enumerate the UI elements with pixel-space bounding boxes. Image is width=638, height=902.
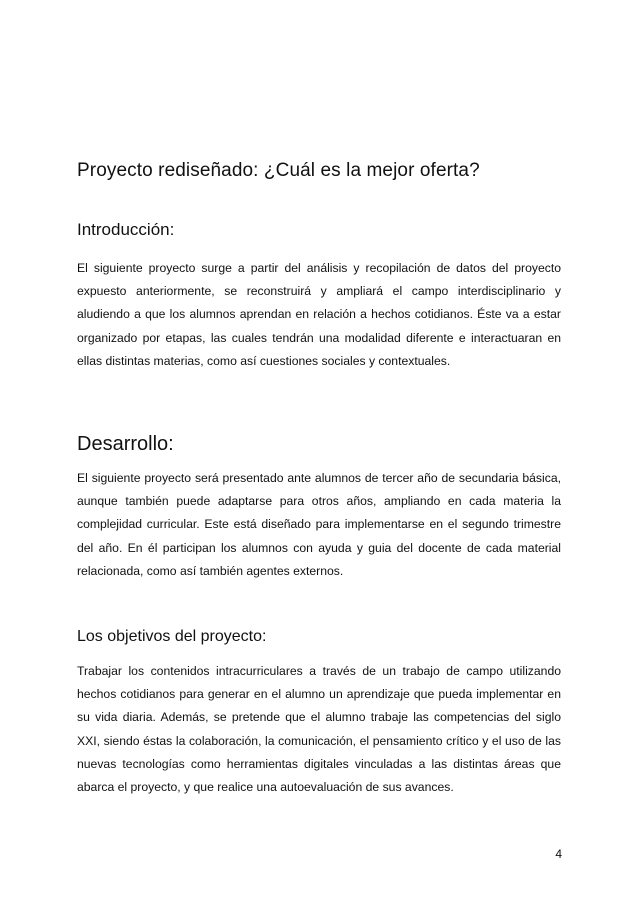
section-heading-objetivos: Los objetivos del proyecto:	[77, 628, 267, 645]
section-body-introduccion: El siguiente proyecto surge a partir del análisis y recopilación de datos del proyecto expuesto anteriormente, se reconstruirá y ampliará el campo interdisciplinario y aludiendo a que los alumnos aprendan en relación a hechos cotidianos. Éste va a estar organizado por etapas, las cuales tendrán una modalidad diferente e interactuaran en ellas distintas materias, como así cuestiones sociales y contextuales.	[77, 261, 561, 368]
section-heading-introduccion: Introducción:	[77, 220, 175, 239]
section-body-desarrollo: El siguiente proyecto será presentado ante alumnos de tercer año de secundaria básica, aunque también puede adaptarse para otros años, ampliando en cada materia la complejidad curricular. Este está diseñado para implementarse en el segundo trimestre del año. En él participan los alumnos con ayuda y guia del docente de cada material relacionada, como así también agentes externos.	[77, 471, 561, 578]
document-title: Proyecto rediseñado: ¿Cuál es la mejor oferta?	[77, 160, 480, 181]
section-heading-desarrollo: Desarrollo:	[77, 433, 174, 455]
section-body-objetivos: Trabajar los contenidos intracurriculares a través de un trabajo de campo utilizando hechos cotidianos para generar en el alumno un aprendizaje que pueda implementar en su vida diaria. Además, se pretende que el alumno trabaje las competencias del siglo XXI, siendo éstas la colaboración, la comunicación, el pensamiento crítico y el uso de las nuevas tecnologías como herramientas digitales vinculadas a las distintas áreas que abarca el proyecto, y que realice una autoevaluación de sus avances.	[77, 664, 561, 795]
page-number: 4	[555, 847, 562, 861]
